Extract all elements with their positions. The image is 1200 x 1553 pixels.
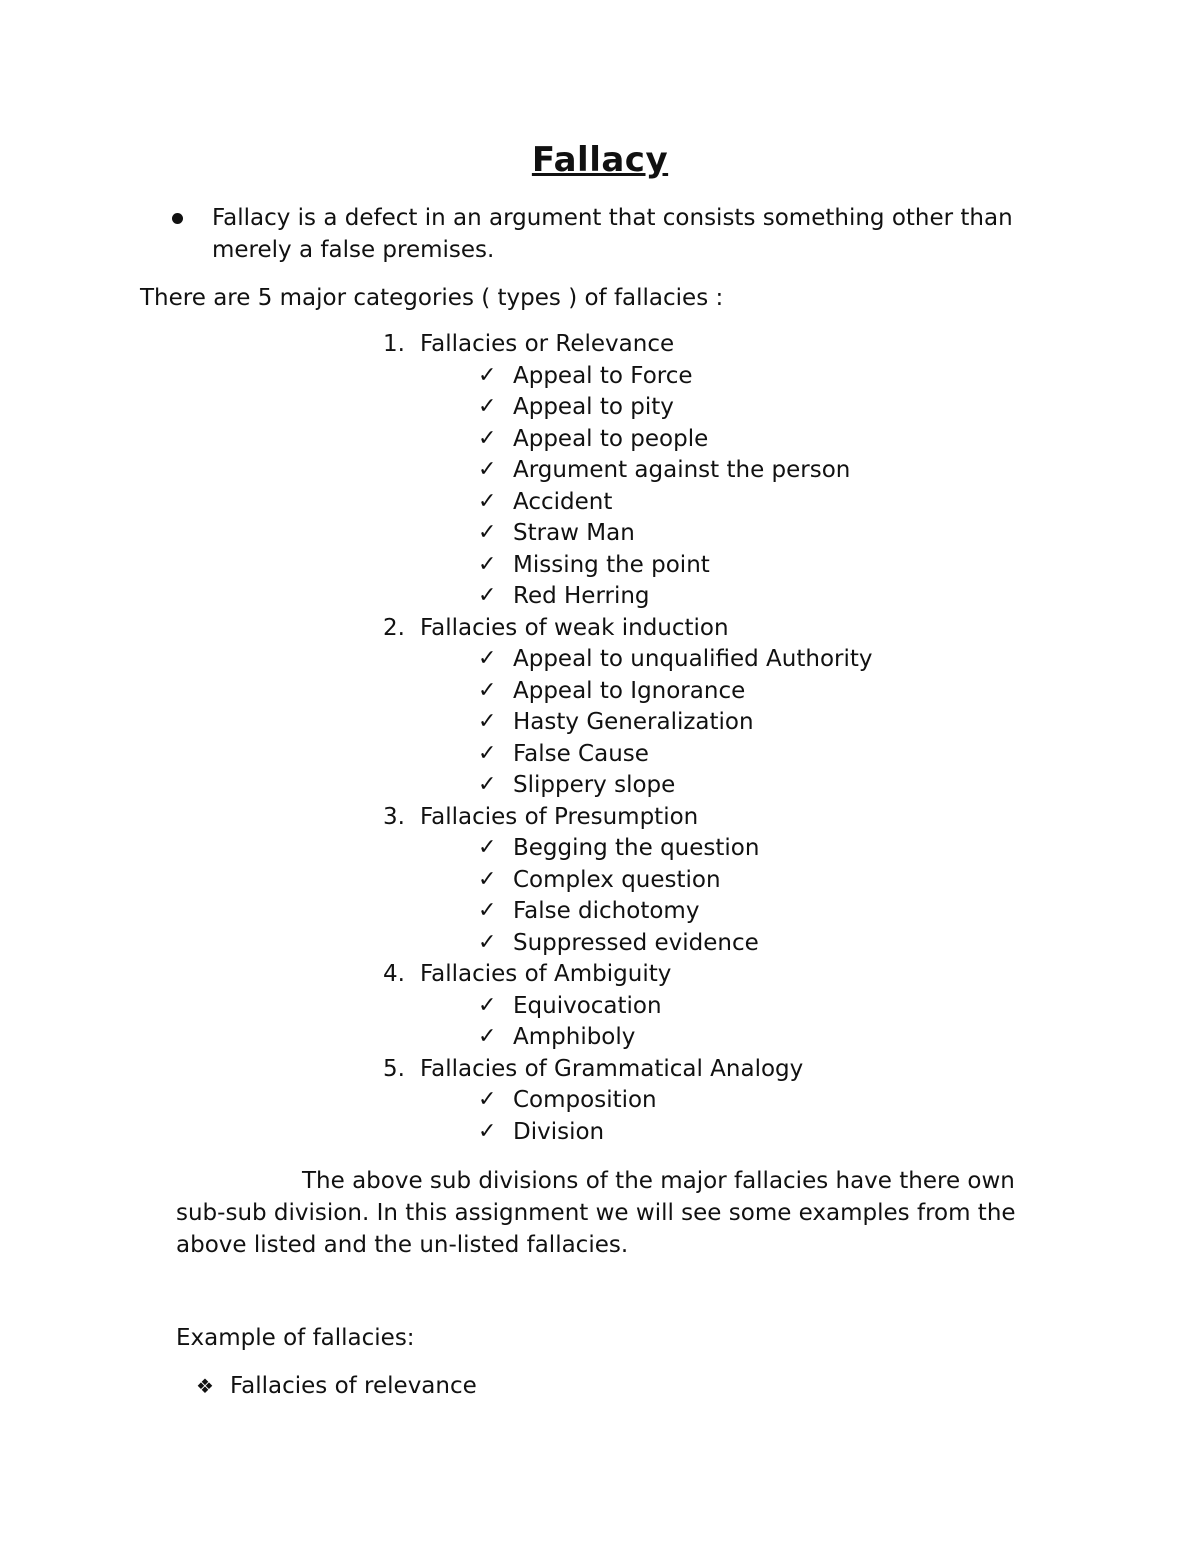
category-number: 2. [383,614,405,641]
category-number: 1. [383,331,405,357]
example-item: Fallacies of relevance [230,1373,477,1399]
subcategory-item: Argument against the person [513,457,851,483]
checkmark-icon: ✓ [478,740,497,766]
subcategory-item: Appeal to Ignorance [513,677,746,704]
subcategory-item: Straw Man [513,520,635,546]
checkmark-icon: ✓ [478,488,497,514]
paragraph-line-1: The above sub divisions of the major fallacies have there own [302,1168,1015,1194]
checkmark-icon: ✓ [478,677,497,703]
bullet-dot-icon [172,213,183,224]
checkmark-icon: ✓ [478,709,497,734]
subcategory-item: Amphiboly [513,1024,636,1050]
intro-text: There are 5 major categories ( types ) of fallacies : [140,285,724,311]
checkmark-icon: ✓ [478,520,497,545]
category-number: 4. [383,961,405,987]
checkmark-icon: ✓ [478,362,497,388]
category-name: Fallacies of Grammatical Analogy [420,1055,804,1082]
category-name: Fallacies of Ambiguity [420,961,672,987]
category-number: 3. [383,803,405,830]
checkmark-icon: ✓ [478,1024,497,1049]
checkmark-icon: ✓ [478,646,497,671]
subcategory-item: Slippery slope [513,772,676,798]
subcategory-item: Division [513,1118,605,1145]
checkmark-icon: ✓ [478,394,497,419]
page-title: Fallacy [531,140,669,180]
checkmark-icon: ✓ [478,1087,497,1112]
checkmark-icon: ✓ [478,1118,497,1144]
subcategory-item: Equivocation [513,992,662,1019]
checkmark-icon: ✓ [478,835,497,860]
checkmark-icon: ✓ [478,992,497,1018]
subcategory-item: Appeal to Force [513,362,693,389]
category-name: Fallacies or Relevance [420,331,675,357]
definition-line-2: merely a false premises. [212,237,495,263]
subcategory-item: Accident [513,488,613,515]
subcategory-item: Appeal to pity [513,394,674,420]
definition-line-1: Fallacy is a defect in an argument that consists something other than [212,205,1013,231]
category-name: Fallacies of Presumption [420,803,699,830]
checkmark-icon: ✓ [478,425,497,451]
subcategory-item: Suppressed evidence [513,929,759,956]
checkmark-icon: ✓ [478,866,497,892]
subcategory-item: False dichotomy [513,898,700,924]
checkmark-icon: ✓ [478,929,497,955]
diamond-bullet-icon: ❖ [196,1374,214,1398]
subcategory-item: Complex question [513,866,721,893]
checkmark-icon: ✓ [478,898,497,923]
paragraph-line-2: sub-sub division. In this assignment we will see some examples from the [176,1200,1016,1226]
subcategory-item: Appeal to unqualified Authority [513,646,873,672]
subcategory-item: Red Herring [513,583,650,609]
example-heading: Example of fallacies: [176,1325,415,1351]
paragraph-line-3: above listed and the un-listed fallacies. [176,1232,629,1258]
checkmark-icon: ✓ [478,551,497,577]
checkmark-icon: ✓ [478,583,497,608]
subcategory-item: Appeal to people [513,425,709,452]
subcategory-item: Missing the point [513,551,710,578]
subcategory-item: Begging the question [513,835,760,861]
subcategory-item: False Cause [513,740,649,767]
checkmark-icon: ✓ [478,457,497,482]
category-name: Fallacies of weak induction [420,614,729,641]
category-number: 5. [383,1055,405,1082]
checkmark-icon: ✓ [478,772,497,797]
subcategory-item: Composition [513,1087,657,1113]
subcategory-item: Hasty Generalization [513,709,754,735]
